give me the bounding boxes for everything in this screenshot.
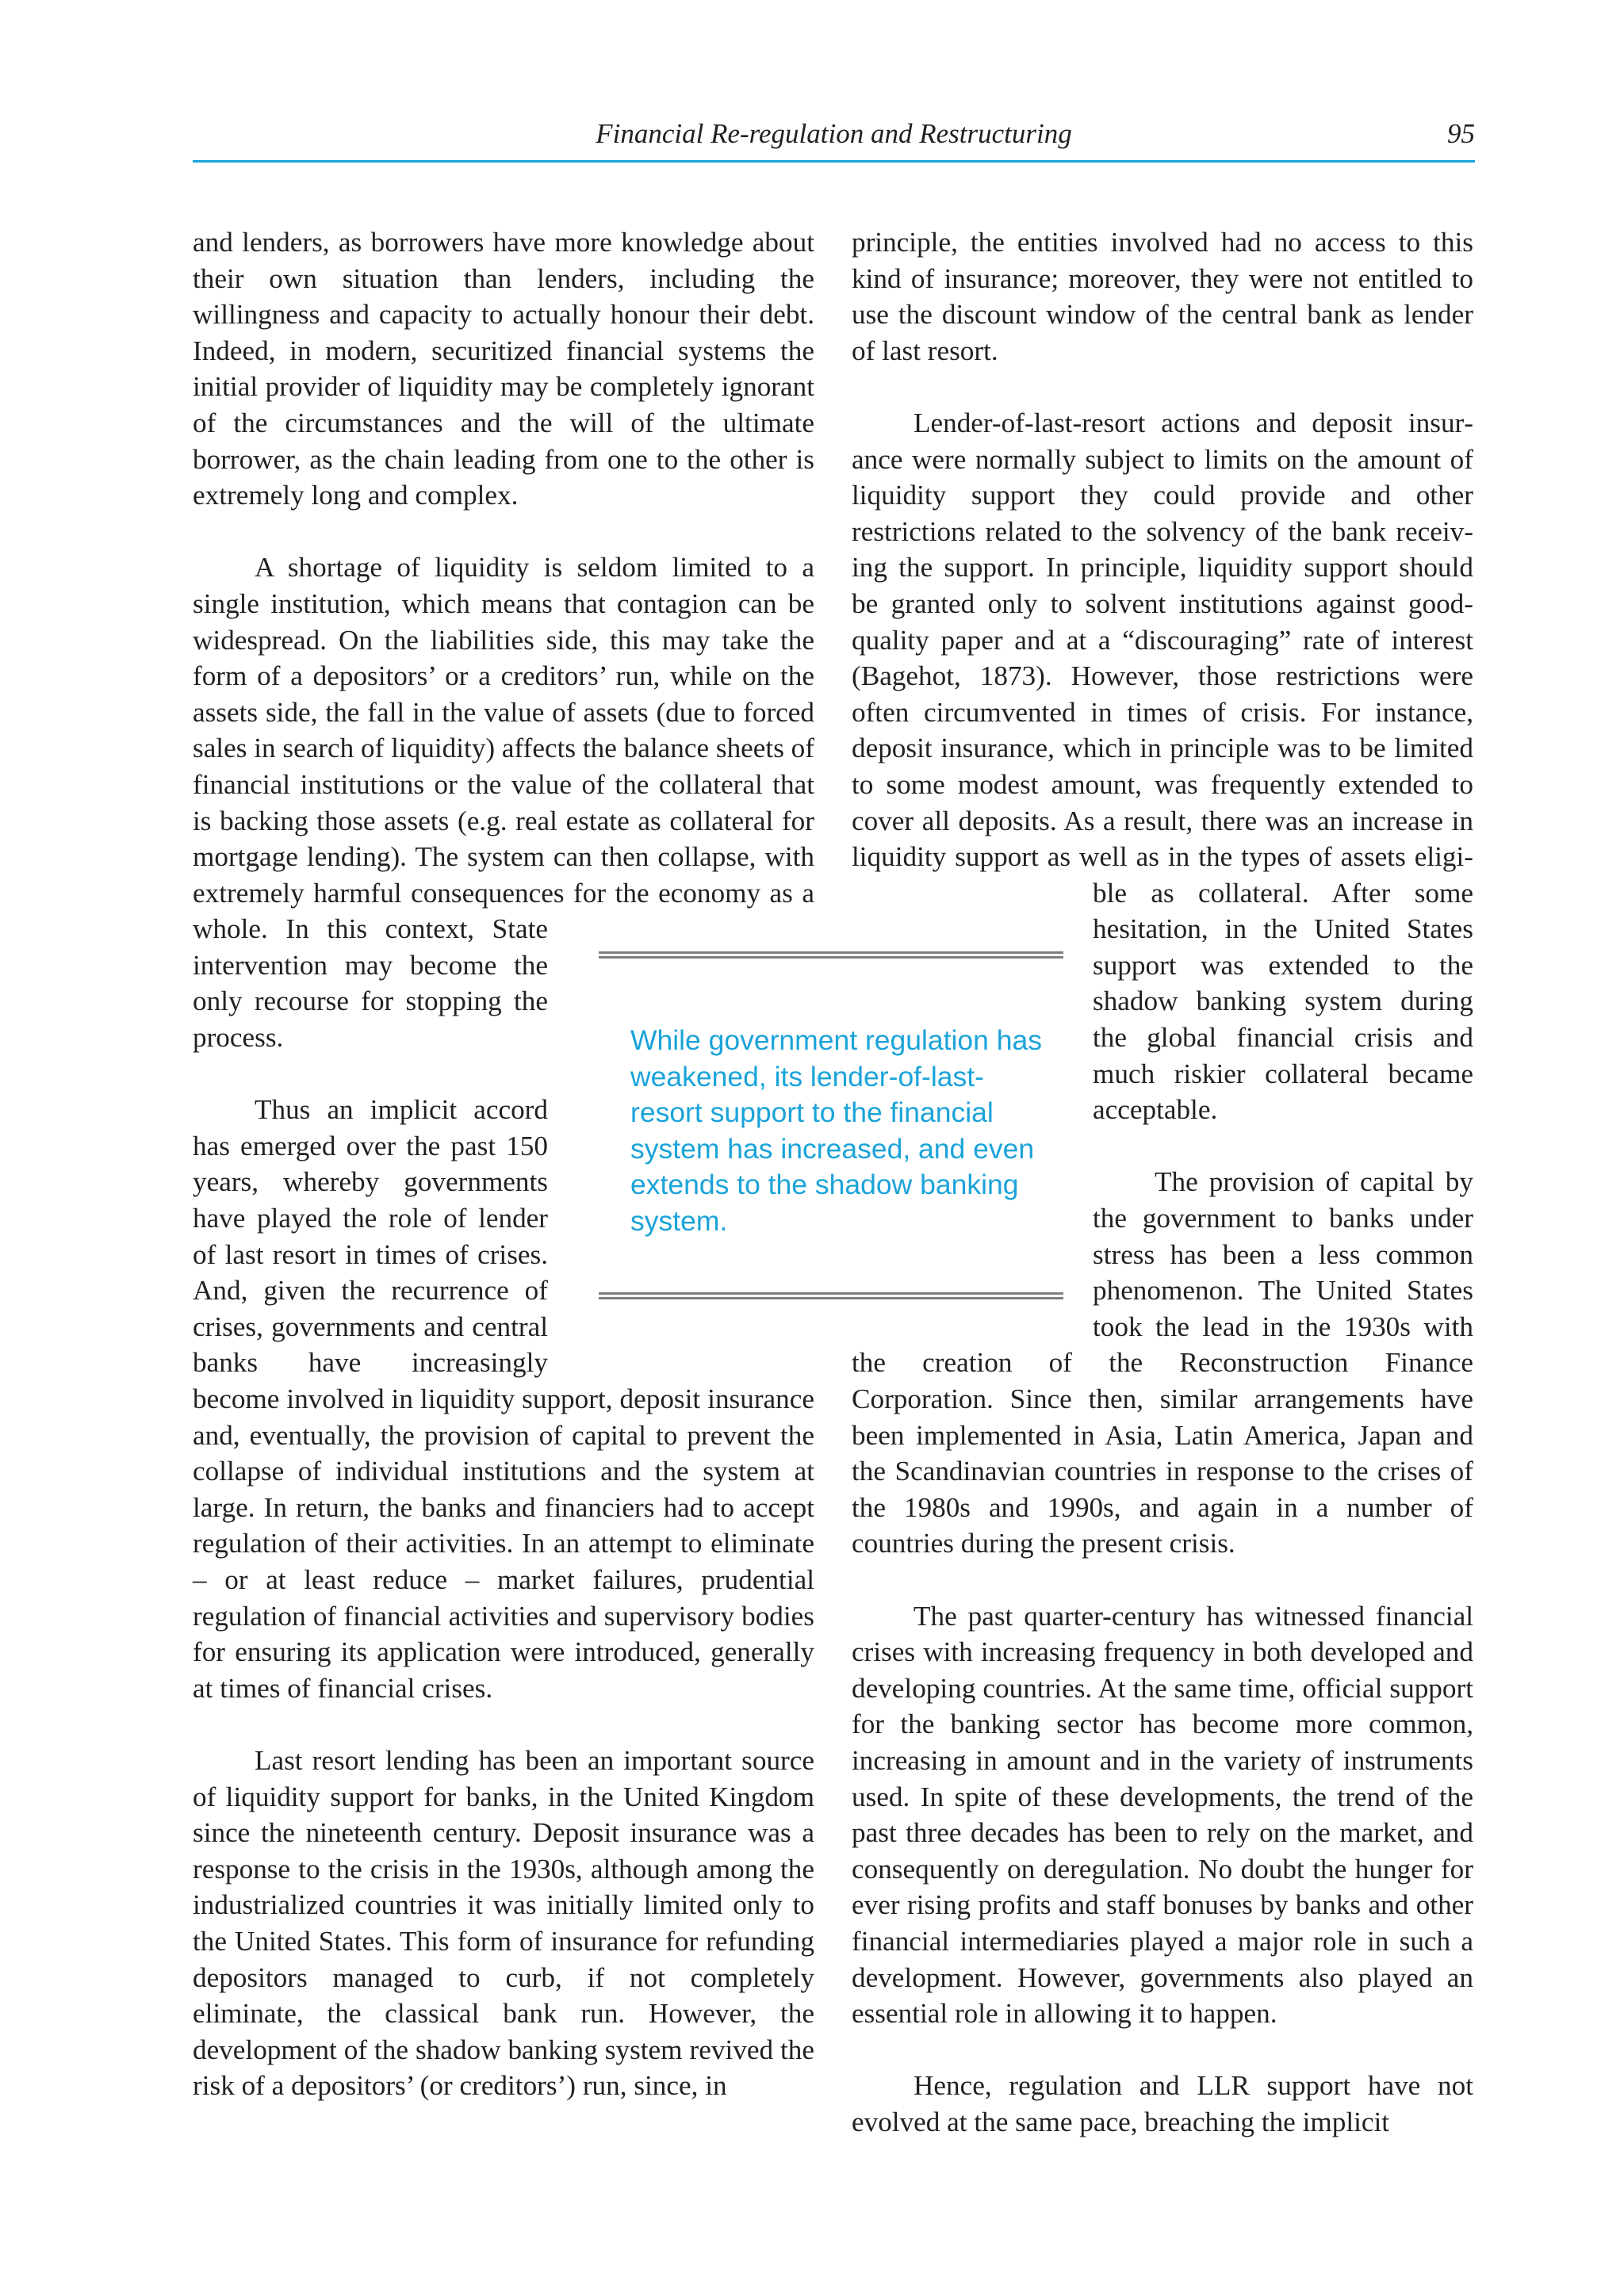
right-paragraph-3: The provision of capital by the government to banks under stress has been a less common phenomenon. The United States took the lead in the 1930s with the creation of the Reconstruction Finance Corporation. Since then, similar arrangements have been implemented in Asia, Latin America, Japan and the Scandinavian countries in response to the crises of the 1980s and 1990s, and again in a number of countries during the present crisis.	[852, 1166, 1473, 1559]
right-paragraph-4: The past quarter-century has witnessed financial crises with increasing frequency in both developed and developing countries. At the same time, official support for the banking sector has become more common, increasing in amount and in the variety of instruments used. In spite of these developments, the trend of the past three decades has been to rely on the market, and consequently on deregulation. No doubt the hunger for ever rising profits and staff bonuses by banks and other financial intermediaries played a major role in such a development. However, governments also played an essential role in allowing it to happen.	[852, 1600, 1473, 2030]
right-paragraph-1: principle, the entities involved had no access to this kind of insurance; moreover, they were not entitled to use the discount window of the central bank as lender of last resort.	[852, 227, 1473, 366]
right-paragraph-5: Hence, regulation and LLR support have not evolved at the same pace, breaching the implicit	[852, 2070, 1473, 2137]
pull-quote	[599, 950, 1063, 1309]
pull-quote-text: While government regulation has weakened, its lender-of-last-resort support to the financial system has increased, and even extends to the shadow banking system.	[630, 1024, 1042, 1237]
pull-quote-bottom-rule	[599, 1291, 1063, 1301]
running-header	[193, 109, 1475, 163]
pull-quote-top-rule	[599, 950, 1063, 960]
page-number: 95	[1447, 118, 1475, 149]
right-paragraph-2: Lender-of-last-resort actions and deposit insurance were normally subject to limits on the amount of liquidity support they could provide and other restrictions related to the solvency of the bank receiving the support. In principle, liquidity support should be granted only to solvent institutions against good-quality paper and at a “discouraging” rate of interest (Bagehot, 1873). However, those restrictions were often circumvented in times of crisis. For instance, deposit insurance, which in principle was to be limited to some modest amount, was frequently extended to cover all deposits. As a result, there was an increase in liquidity support as well as in the types of assets eligible as collateral. After some hesitation, in the United States support was extended to the shadow banking system during the global financial crisis and much riskier collateral became acceptable.	[852, 407, 1473, 1126]
left-paragraph-4: Last resort lending has been an important source of liquidity support for banks, in the United Kingdom since the nineteenth century. Deposit insurance was a response to the crisis in the 1930s, although among the industrialized countries it was initially limited only to the United States. This form of insurance for refunding depositors managed to curb, if not completely eliminate, the classical bank run. However, the development of the shadow banking system revived the risk of a depositors’ (or creditors’) run, since, in	[193, 1744, 814, 2102]
left-paragraph-1: and lenders, as borrowers have more knowledge about their own situation than lenders, including the willingness and capacity to actually honour their debt. Indeed, in modern, securitized financial systems the initial provider of liquidity may be completely ignorant of the circumstances and the will of the ultimate borrower, as the chain leading from one to the other is extremely long and complex.	[193, 227, 814, 511]
left-paragraph-3: Thus an implicit accord has emerged over the past 150 years, whereby governments have played the role of lender of last resort in times of crises. And, given the recurrence of crises, governments and central banks have increasingly become involved in liquidity support, deposit insurance and, eventually, the provision of capital to prevent the collapse of individual institutions and the system at large. In return, the banks and financiers had to accept regulation of their activities. In an attempt to eliminate – or at least reduce – market failures, prudential regulation of financial activities and supervisory bodies for ensuring its application were introduced, generally at times of financial crises.	[193, 1094, 814, 1704]
running-title: Financial Re-regulation and Restructuring	[596, 118, 1072, 149]
left-paragraph-2: A shortage of liquidity is seldom limited to a single institution, which means that contagion can be widespread. On the liabilities side, this may take the form of a depositors’ or a creditors’ run, while on the assets side, the fall in the value of assets (due to forced sales in search of liquidity) affects the balance sheets of financial institutions or the value of the collateral that is backing those assets (e.g. real estate as collateral for mortgage lending). The system can then collapse, with extremely harmful consequences for the economy as a whole. In this context, State intervention may become the only recourse for stopping the process.	[193, 552, 814, 1054]
